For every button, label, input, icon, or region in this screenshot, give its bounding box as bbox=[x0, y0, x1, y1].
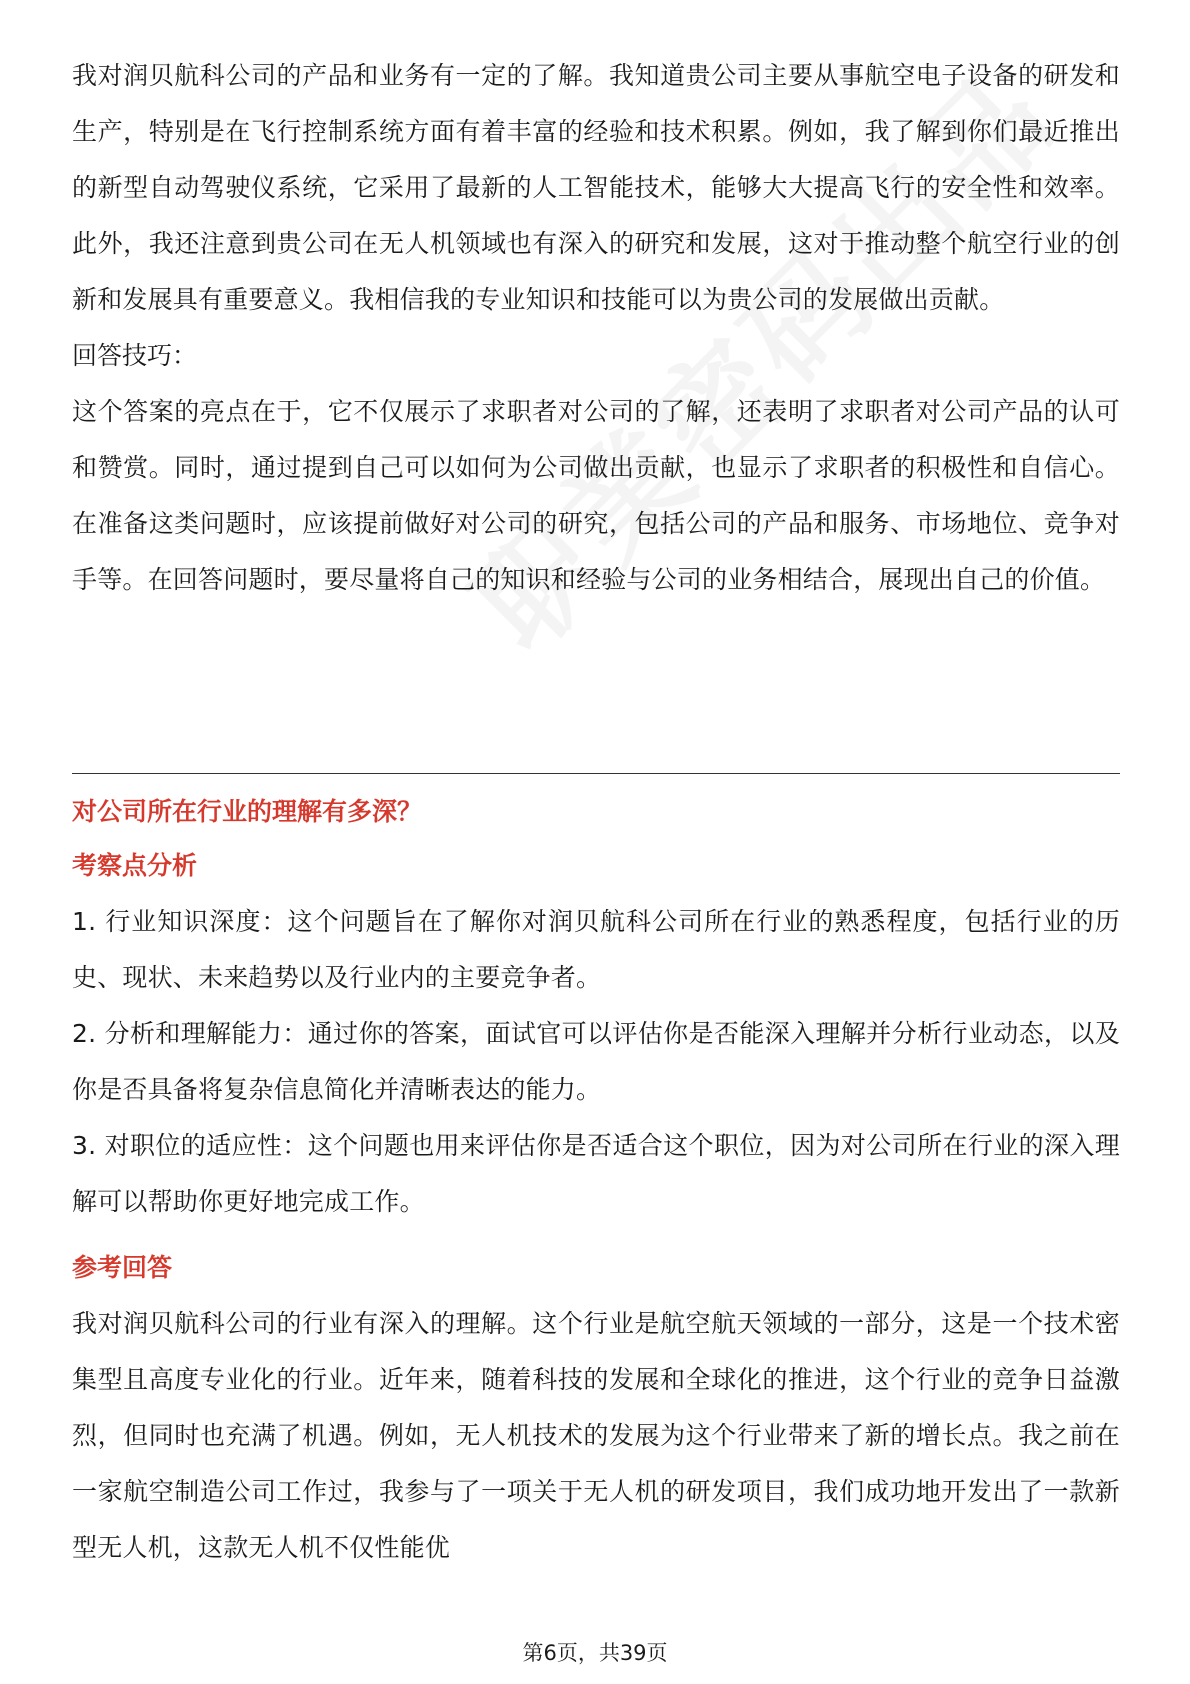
tips-paragraph: 这个答案的亮点在于，它不仅展示了求职者对公司的了解，还表明了求职者对公司产品的认可和赞赏。同时，通过提到自己可以如何为公司做出贡献，也显示了求职者的积极性和自信心。在准备这类问题时，应该提前做好对公司的研究，包括公司的产品和服务、市场地位、竞争对手等。在回答问题时，要尽量将自己的知识和经验与公司的业务相结合，展现出自己的价值。 bbox=[72, 397, 1120, 594]
answer-paragraph: 我对润贝航科公司的产品和业务有一定的了解。我知道贵公司主要从事航空电子设备的研发和生产，特别是在飞行控制系统方面有着丰富的经验和技术积累。例如，我了解到你们最近推出的新型自动驾驶仪系统，它采用了最新的人工智能技术，能够大大提高飞行的安全性和效率。此外，我还注意到贵公司在无人机领域也有深入的研究和发展，这对于推动整个航空行业的创新和发展具有重要意义。我相信我的专业知识和技能可以为贵公司的发展做出贡献。 bbox=[72, 61, 1120, 314]
section-industry-question bbox=[72, 786, 1120, 1576]
section-previous-answer bbox=[72, 48, 1120, 608]
tips-label: 回答技巧： bbox=[72, 341, 198, 370]
analysis-point-2: 2. 分析和理解能力：通过你的答案，面试官可以评估你是否能深入理解并分析行业动态，以及你是否具备将复杂信息简化并清晰表达的能力。 bbox=[72, 1019, 1120, 1104]
section-divider bbox=[72, 773, 1120, 774]
analysis-point-1: 1. 行业知识深度：这个问题旨在了解你对润贝航科公司所在行业的熟悉程度，包括行业的历史、现状、未来趋势以及行业内的主要竞争者。 bbox=[72, 907, 1120, 992]
question-title: 对公司所在行业的理解有多深？ bbox=[72, 797, 423, 826]
analysis-title: 考察点分析 bbox=[72, 851, 198, 880]
page-indicator: 第6页，共39页 bbox=[522, 1641, 668, 1665]
analysis-point-3: 3. 对职位的适应性：这个问题也用来评估你是否适合这个职位，因为对公司所在行业的深入理解可以帮助你更好地完成工作。 bbox=[72, 1131, 1120, 1216]
reference-title: 参考回答 bbox=[72, 1253, 173, 1282]
reference-paragraph: 我对润贝航科公司的行业有深入的理解。这个行业是航空航天领域的一部分，这是一个技术密集型且高度专业化的行业。近年来，随着科技的发展和全球化的推进，这个行业的竞争日益激烈，但同时也充满了机遇。例如，无人机技术的发展为这个行业带来了新的增长点。我之前在一家航空制造公司工作过，我参与了一项关于无人机的研发项目，我们成功地开发出了一款新型无人机，这款无人机不仅性能优 bbox=[72, 1309, 1120, 1562]
